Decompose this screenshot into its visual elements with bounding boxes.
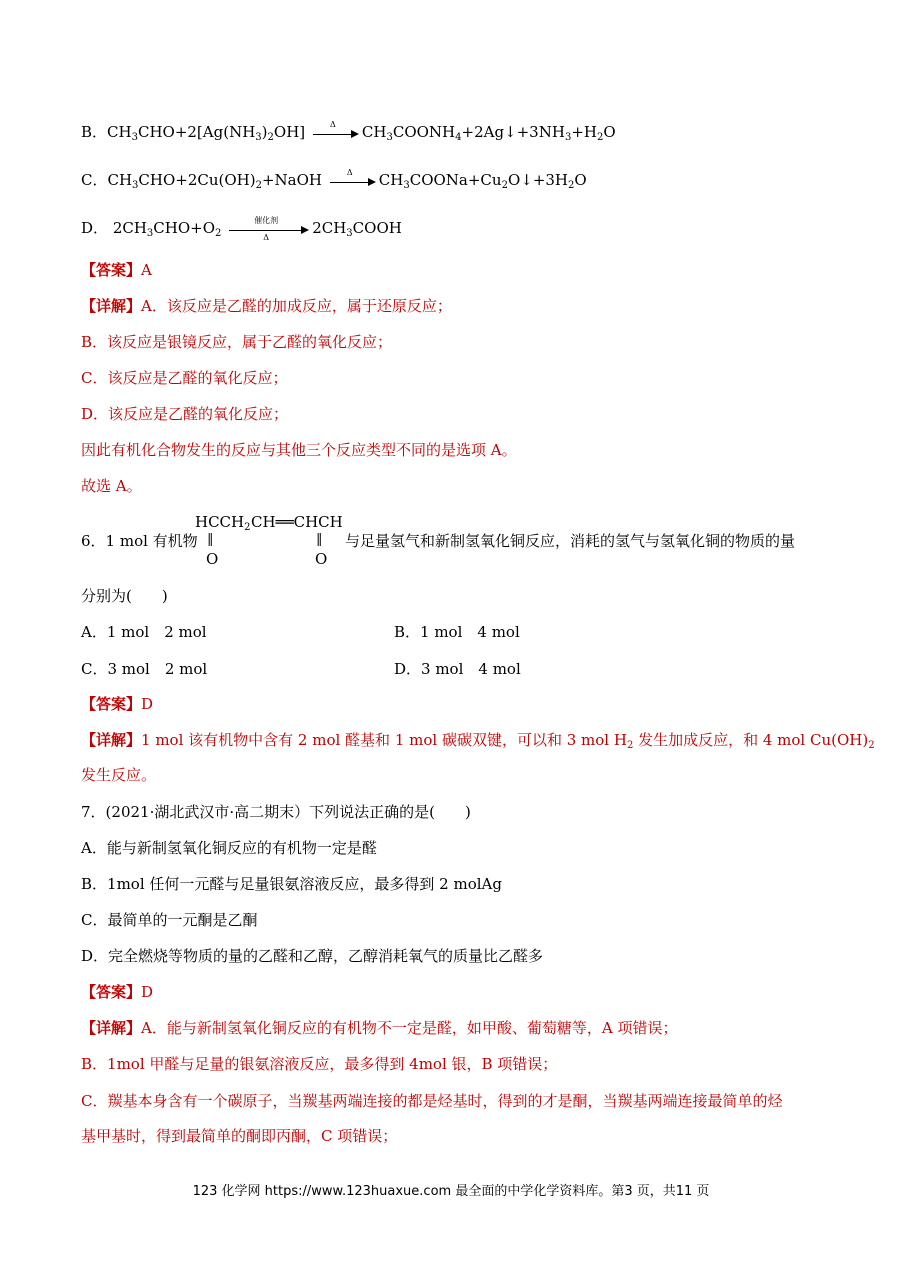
q7-detail-line-1: 【详解】A．能与新制氢氧化铜反应的有机物不一定是醛，如甲酸、葡萄糖等，A 项错误； — [81, 1019, 678, 1037]
q5-option-d: D． $2CH_3CHO+O_2$ 催化剂 Δ $2CH_3COOH$ — [81, 216, 402, 242]
q7-option-b: B．1mol 任何一元醛与足量银氨溶液反应，最多得到 2 molAg — [81, 875, 502, 893]
q5-answer: 【答案】A — [81, 261, 152, 279]
q6-answer: 【答案】D — [81, 695, 154, 713]
q5-detail-line-5: 因此有机化合物发生的反应与其他三个反应类型不同的是选项 A。 — [81, 441, 517, 459]
q6-detail-line-2: 发生反应。 — [81, 766, 157, 784]
q7-detail-line-3: C．羰基本身含有一个碳原子，当羰基两端连接的都是烃基时，得到的才是酮，当羰基两端连接最简单的烃 — [81, 1092, 783, 1110]
struct-oxygen-left: O — [206, 550, 219, 568]
q5-detail-line-3: C．该反应是乙醛的氧化反应； — [81, 369, 288, 387]
q7-answer: 【答案】D — [81, 983, 154, 1001]
q6-stem-line-2: 分别为( ) — [81, 587, 168, 605]
reaction-arrow: Δ — [313, 126, 359, 140]
q7-option-d: D．完全燃烧等物质的量的乙醛和乙醇，乙醇消耗氧气的质量比乙醛多 — [81, 947, 544, 965]
struct-top-left: $HCCH_2$ — [195, 513, 251, 533]
q5-detail-line-6: 故选 A。 — [81, 477, 142, 495]
q5-detail-line-4: D．该反应是乙醛的氧化反应； — [81, 405, 289, 423]
q6-stem-prefix: 6．1 mol 有机物 — [81, 532, 198, 550]
q7-stem: 7．(2021·湖北武汉市·高二期末）下列说法正确的是( ) — [81, 803, 471, 821]
q6-option-c: C．3 mol 2 mol — [81, 660, 208, 678]
q5-detail-line-2: B．该反应是银镜反应，属于乙醛的氧化反应； — [81, 333, 393, 351]
reaction-arrow-catalyst: 催化剂 Δ — [229, 222, 309, 236]
q7-detail-line-2: B．1mol 甲醛与足量的银氨溶液反应，最多得到 4mol 银，B 项错误； — [81, 1055, 558, 1073]
struct-double-bond-right: ‖ — [316, 532, 323, 547]
struct-double-bond-left: ‖ — [207, 532, 214, 547]
q6-stem-suffix: 与足量氢气和新制氢氧化铜反应，消耗的氢气与氢氧化铜的物质的量 — [345, 532, 796, 550]
q7-detail-line-4: 基甲基时，得到最简单的酮即丙酮，C 项错误； — [81, 1127, 398, 1145]
q5-option-c: C．$CH_3CHO+2Cu(OH)_2+NaOH$ Δ $CH_3COONa+Cu_2O↓+3H_2O$ — [81, 168, 587, 191]
struct-oxygen-right: O — [315, 550, 328, 568]
q6-option-d: D．3 mol 4 mol — [394, 660, 521, 678]
q7-option-c: C．最简单的一元酮是乙酮 — [81, 911, 258, 929]
struct-top-right: CH══CHCH — [251, 513, 343, 531]
q6-detail-line-1: 【详解】1 mol 该有机物中含有 2 mol 醛基和 1 mol 碳碳双键，可以和 3 mol $H_2$ 发生加成反应，和 4 mol $Cu(OH)_2$ — [81, 731, 875, 751]
q7-option-a: A．能与新制氢氧化铜反应的有机物一定是醛 — [81, 839, 377, 857]
q5-option-b: B．$CH_3CHO+2[Ag(NH_3)_2OH]$ Δ $CH_3COONH_4+2Ag↓+3NH_3+H_2O$ — [81, 120, 616, 143]
q6-option-a: A．1 mol 2 mol — [81, 623, 207, 641]
q6-option-b: B．1 mol 4 mol — [394, 623, 520, 641]
reaction-arrow: Δ — [330, 174, 376, 188]
q5-detail-line-1: 【详解】A．该反应是乙醛的加成反应，属于还原反应； — [81, 297, 452, 315]
page-footer: 123 化学网 https://www.123huaxue.com 最全面的中学化学资料库。第3 页，共11 页 — [192, 1184, 710, 1199]
